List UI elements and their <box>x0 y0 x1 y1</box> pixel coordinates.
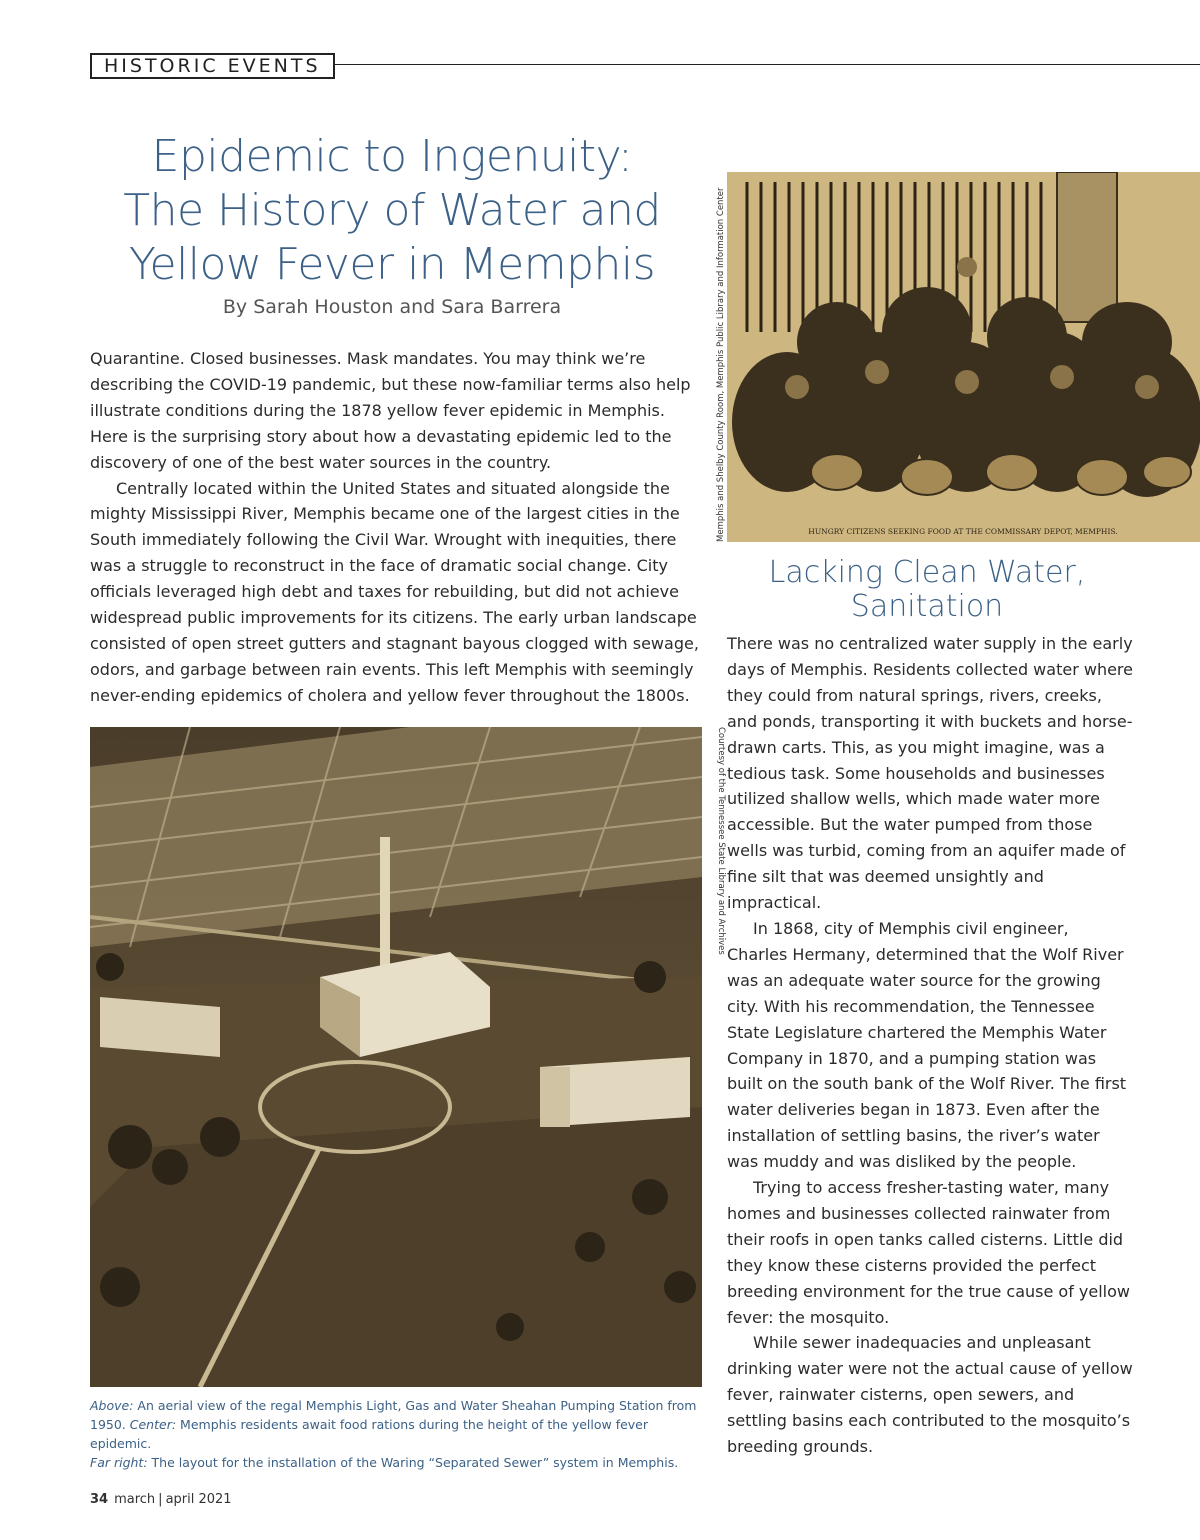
section-subhead <box>727 556 1127 624</box>
article-title <box>82 130 702 292</box>
photo-caption <box>90 1396 702 1472</box>
title-line: The History of Water and <box>123 185 661 236</box>
section-tag: HISTORIC EVENTS <box>90 53 335 79</box>
aerial-svg <box>90 727 702 1387</box>
byline: By Sarah Houston and Sara Barrera <box>222 296 562 318</box>
right-column <box>727 631 1133 1460</box>
body-paragraph: While sewer inadequacies and unpleasant drinking water were not the actual cause of yellow fever, rainwater cisterns, open sewers, and settling basins each contributed to the mosquito’s breeding grounds. <box>727 1333 1133 1457</box>
issue-month: march <box>114 1492 156 1507</box>
caption-label: Far right: <box>90 1455 148 1470</box>
body-paragraph: In 1868, city of Memphis civil engineer, Charles Hermany, determined that the Wolf River was an adequate water source for the growing city. With his recommendation, the Tennessee State Legislature chartered the Memphis Water Company in 1870, and a pumping station was built on the south bank of the Wolf River. The first water deliveries began in 1873. Even after the installation of settling basins, the river’s water was muddy and was disliked by the people. <box>727 918 1127 1172</box>
body-paragraph: Quarantine. Closed businesses. Mask mandates. You may think we’re describing the COVID-19 pandemic, but these now-familiar terms also help illustrate conditions during the 1878 yellow fever epidemic in Memphis. Here is the surprising story about how a devastating epidemic led to the discovery of one of the best water sources in the country. <box>90 349 691 472</box>
aerial-photo <box>90 727 702 1387</box>
aerial-credit: Courtesy of the Tennessee State Library and Archives <box>716 727 726 955</box>
subhead-line: Lacking Clean Water, <box>768 555 1086 590</box>
page-number: 34 <box>90 1492 109 1507</box>
caption-text: The layout for the installation of the Waring “Separated Sewer” system in Memphis. <box>147 1455 679 1470</box>
engraving-illustration <box>727 172 1200 542</box>
engraving-caption: HUNGRY CITIZENS SEEKING FOOD AT THE COMMISSARY DEPOT, MEMPHIS. <box>808 527 1118 536</box>
caption-text: An aerial view of the regal Memphis Light, Gas and Water Sheahan Pumping Station from 1950. <box>90 1398 697 1432</box>
engraving-svg <box>727 172 1200 542</box>
subhead-line: Sanitation <box>850 589 1004 624</box>
page-footer <box>90 1492 232 1507</box>
body-paragraph: Trying to access fresher-tasting water, many homes and businesses collected rainwater from their roofs in open tanks called cisterns. Little did they know these cisterns provided the perfect breeding environment for the true cause of yellow fever: the mosquito. <box>727 1178 1130 1327</box>
title-line: Epidemic to Ingenuity: <box>151 131 633 182</box>
issue-date: april 2021 <box>165 1492 232 1507</box>
header-rule <box>330 64 1200 65</box>
body-paragraph: There was no centralized water supply in the early days of Memphis. Residents collected water where they could from natural springs, rivers, creeks, and ponds, transporting it with buckets and horse-drawn carts. This, as you might imagine, was a tedious task. Some households and businesses utilized shallow wells, which made water more accessible. But the water pumped from those wells was turbid, coming from an aquifer made of fine silt that was deemed unsightly and impractical. <box>727 634 1133 913</box>
engraving-credit: Memphis and Shelby County Room, Memphis Public Library and Information Center <box>716 187 726 542</box>
caption-label: Above: <box>90 1398 134 1413</box>
left-column <box>90 346 702 709</box>
caption-text: Memphis residents await food rations during the height of the yellow fever epidemic. <box>90 1417 649 1451</box>
body-paragraph: Centrally located within the United States and situated alongside the mighty Mississippi River, Memphis became one of the largest cities in the South immediately following the Civil War. Wrought with inequities, there was a struggle to reconstruct in the face of dramatic social change. City officials leveraged high debt and taxes for rebuilding, but did not achieve widespread public improvements for its citizens. The early urban landscape consisted of open street gutters and stagnant bayous clogged with sewage, odors, and garbage between rain events. This left Memphis with seemingly never-ending epidemics of cholera and yellow fever throughout the 1800s. <box>90 478 699 705</box>
footer-separator: | <box>158 1492 163 1507</box>
title-line: Yellow Fever in Memphis <box>128 239 656 290</box>
caption-label: Center: <box>129 1417 177 1432</box>
